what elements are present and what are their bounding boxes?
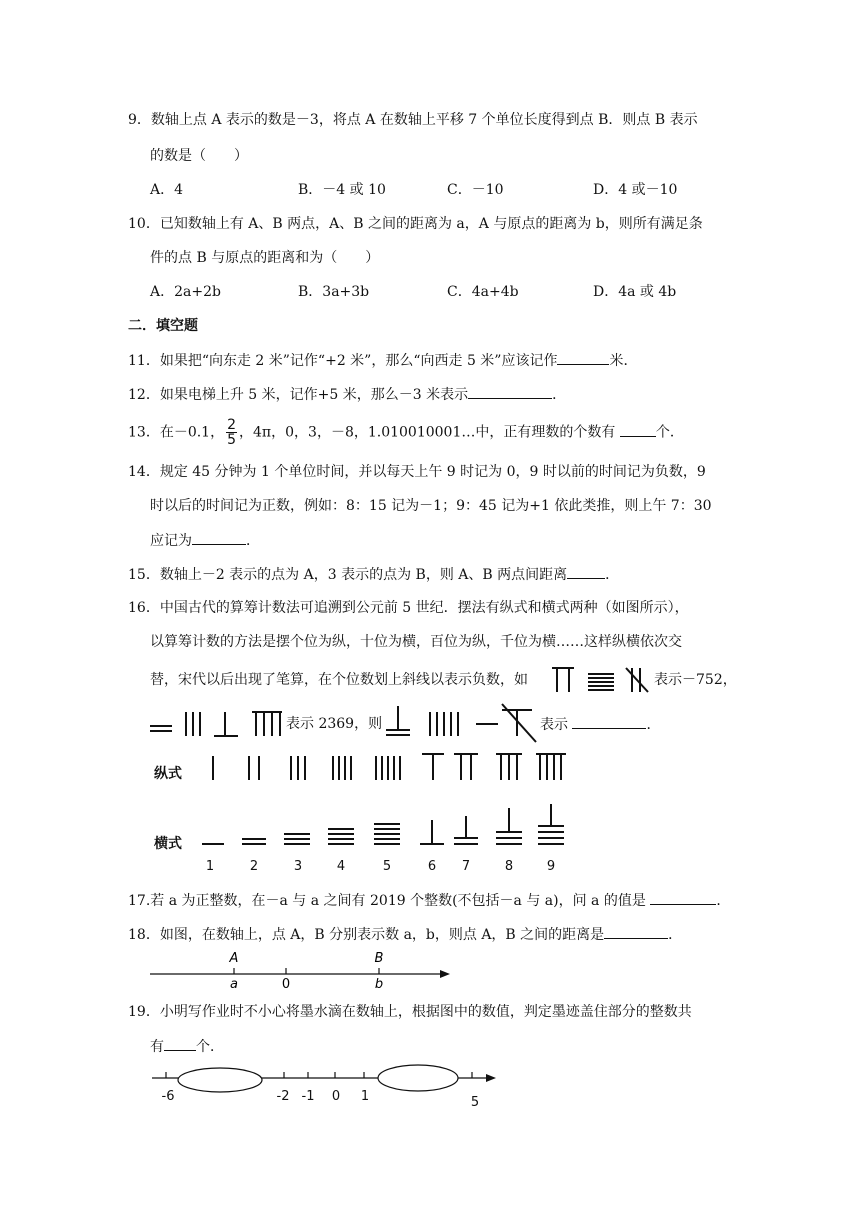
q18-label-B: B	[374, 951, 384, 966]
q19-ink-blot-left	[178, 1068, 262, 1092]
digit-label-8: 8	[504, 859, 514, 874]
vertical-4	[333, 756, 351, 780]
q14-line3	[150, 530, 260, 551]
q13-fraction-denominator: 5	[227, 432, 237, 448]
q18-text: 18．如图，在数轴上，点 A，B 分别表示数 a，b，则点 A，B 之间的距离是	[128, 927, 605, 943]
q14-answer-blank[interactable]	[192, 530, 246, 545]
q18-label-A: A	[229, 951, 239, 966]
q18-label-zero: 0	[281, 977, 291, 992]
horizontal-4	[328, 829, 354, 844]
q16-period: ．	[646, 717, 661, 733]
rod-numeral-table	[196, 746, 576, 874]
q11-text: 11．如果把“向东走 2 米”记作“+2 米”，那么“向西走 5 米”应该记作	[128, 353, 558, 369]
q12-answer-blank[interactable]	[468, 384, 552, 399]
vertical-6	[422, 754, 444, 780]
q16-line3-text-end: 表示－752，	[654, 672, 737, 688]
vertical-8	[496, 754, 522, 780]
q13-text-mid: ，4π，0，3，－8，1.010010001…中，正有理数的个数有	[239, 424, 620, 441]
digit-label-4: 4	[336, 859, 346, 874]
q19-answer-blank[interactable]	[164, 1036, 196, 1051]
horizontal-5	[374, 824, 400, 844]
q17-line	[128, 890, 730, 911]
section-title: 二．填空题	[128, 318, 198, 334]
q14-text: 应记为	[150, 533, 192, 549]
horizontal-6	[420, 820, 444, 844]
q11-text-end: 米．	[609, 353, 638, 369]
q9-option-d: D．4 或－10	[593, 182, 678, 198]
horizontal-9	[538, 804, 564, 844]
q18-axis-arrow	[440, 970, 450, 978]
q13-text: 13．在－0.1，	[128, 424, 225, 441]
digit-label-2: 2	[249, 859, 259, 874]
q10-stem-line1: 10．已知数轴上有 A、B 两点，A、B 之间的距离为 a，A 与原点的距离为 b，则所有满足条	[128, 216, 703, 232]
vertical-3	[291, 756, 305, 780]
q14-line2: 时以后的时间记为正数，例如：8：15 记为－1；9：45 记为+1 依此类推，则上午 7：30	[150, 498, 712, 514]
q10-stem-line2: 件的点 B 与原点的距离和为（ ）	[150, 250, 380, 266]
q16-line2: 以算筹计数的方法是摆个位为纵，十位为横，百位为纵，千位为横……这样纵横依次交	[150, 634, 682, 650]
digit-label-5: 5	[382, 859, 392, 874]
q18-number-line	[150, 948, 460, 990]
q9-option-a: A．4	[150, 182, 184, 198]
q16-line3-text: 替，宋代以后出现了笔算，在个位数划上斜线以表示负数，如	[150, 672, 528, 688]
q19-tick-label-5: 5	[470, 1095, 480, 1110]
q16-represents: 表示	[540, 717, 568, 733]
q18-text-end: ．	[668, 927, 683, 943]
q13-fraction	[226, 418, 237, 447]
q17-answer-blank[interactable]	[650, 890, 716, 905]
q9-stem-line2: 的数是（ ）	[150, 148, 248, 164]
q19-tick-label-0: 0	[331, 1089, 341, 1104]
horizontal-8	[496, 808, 522, 844]
rod-table-vertical-label: 纵式	[154, 766, 182, 782]
q19-tick-label-neg1: -1	[301, 1089, 315, 1104]
horizontal-3	[284, 834, 310, 844]
q15-line	[128, 564, 619, 585]
vertical-2	[249, 756, 259, 780]
q14-text-end: ．	[246, 533, 260, 549]
q11-answer-blank[interactable]	[557, 350, 609, 365]
q18-label-b: b	[374, 977, 384, 992]
q13-line	[128, 418, 684, 447]
q13-fraction-numerator: 2	[227, 417, 237, 433]
q19-axis-arrow	[486, 1074, 496, 1082]
rod-numeral-minus-752	[550, 664, 654, 694]
digit-label-9: 9	[546, 859, 556, 874]
q16-line4-text: 表示 2369，则	[286, 716, 383, 732]
q15-answer-blank[interactable]	[567, 564, 605, 579]
digit-label-1: 1	[205, 859, 215, 874]
q11-line	[128, 350, 637, 371]
digit-label-3: 3	[293, 859, 303, 874]
horizontal-2	[242, 839, 266, 844]
vertical-9	[536, 754, 566, 780]
q9-option-c: C．－10	[447, 182, 504, 198]
q19-text-end: 个．	[196, 1039, 224, 1055]
q18-line	[128, 924, 682, 945]
rod-numeral-question	[382, 704, 538, 742]
q19-tick-label-neg2: -2	[276, 1089, 290, 1104]
q15-text: 15．数轴上－2 表示的点为 A，3 表示的点为 B，则 A、B 两点间距离	[128, 567, 568, 583]
q12-text-end: ．	[552, 387, 567, 403]
q16-answer-blank[interactable]	[572, 714, 646, 729]
horizontal-7	[454, 816, 478, 844]
rod-table-horizontal-label: 横式	[154, 836, 182, 852]
q18-answer-blank[interactable]	[604, 924, 668, 939]
q17-text-end: ．	[716, 893, 731, 909]
rod-numeral-2369	[148, 706, 284, 740]
q18-label-a: a	[230, 977, 238, 992]
q13-text-end: 个．	[655, 424, 684, 441]
vertical-7	[454, 754, 478, 780]
q19-tick-label-1: 1	[360, 1089, 370, 1104]
q16-line4-text-end	[540, 714, 660, 735]
q19-text: 有	[150, 1039, 164, 1055]
q12-text: 12．如果电梯上升 5 米，记作+5 米，那么－3 米表示	[128, 387, 469, 403]
q10-option-c: C．4a+4b	[447, 284, 519, 300]
q19-tick-label-neg6: -6	[161, 1089, 175, 1104]
q10-option-a: A．2a+2b	[150, 284, 221, 300]
q15-text-end: ．	[605, 567, 620, 583]
digit-label-7: 7	[461, 859, 471, 874]
q19-line1: 19．小明写作业时不小心将墨水滴在数轴上，根据图中的数值，判定墨迹盖住部分的整数共	[128, 1004, 692, 1020]
q19-number-line	[150, 1064, 504, 1108]
q10-option-d: D．4a 或 4b	[593, 284, 677, 300]
vertical-5	[376, 756, 400, 780]
digit-label-6: 6	[427, 859, 437, 874]
q14-line1: 14．规定 45 分钟为 1 个单位时间，并以每天上午 9 时记为 0，9 时以前的时间记为负数，9	[128, 464, 706, 480]
q16-line1: 16．中国古代的算筹计数法可追溯到公元前 5 世纪．摆法有纵式和横式两种（如图所示），	[128, 600, 689, 616]
q19-line2	[150, 1036, 224, 1057]
q9-stem-line1: 9．数轴上点 A 表示的数是－3，将点 A 在数轴上平移 7 个单位长度得到点 B．则点 B 表示	[128, 112, 698, 128]
q13-answer-blank[interactable]	[620, 422, 656, 437]
q19-ink-blot-right	[378, 1065, 458, 1091]
q17-text: 17.若 a 为正整数，在－a 与 a 之间有 2019 个整数(不包括－a 与 a)，问 a 的值是	[128, 893, 646, 909]
q10-option-b: B．3a+3b	[298, 284, 370, 300]
q9-option-b: B．－4 或 10	[298, 182, 386, 198]
q12-line	[128, 384, 566, 405]
